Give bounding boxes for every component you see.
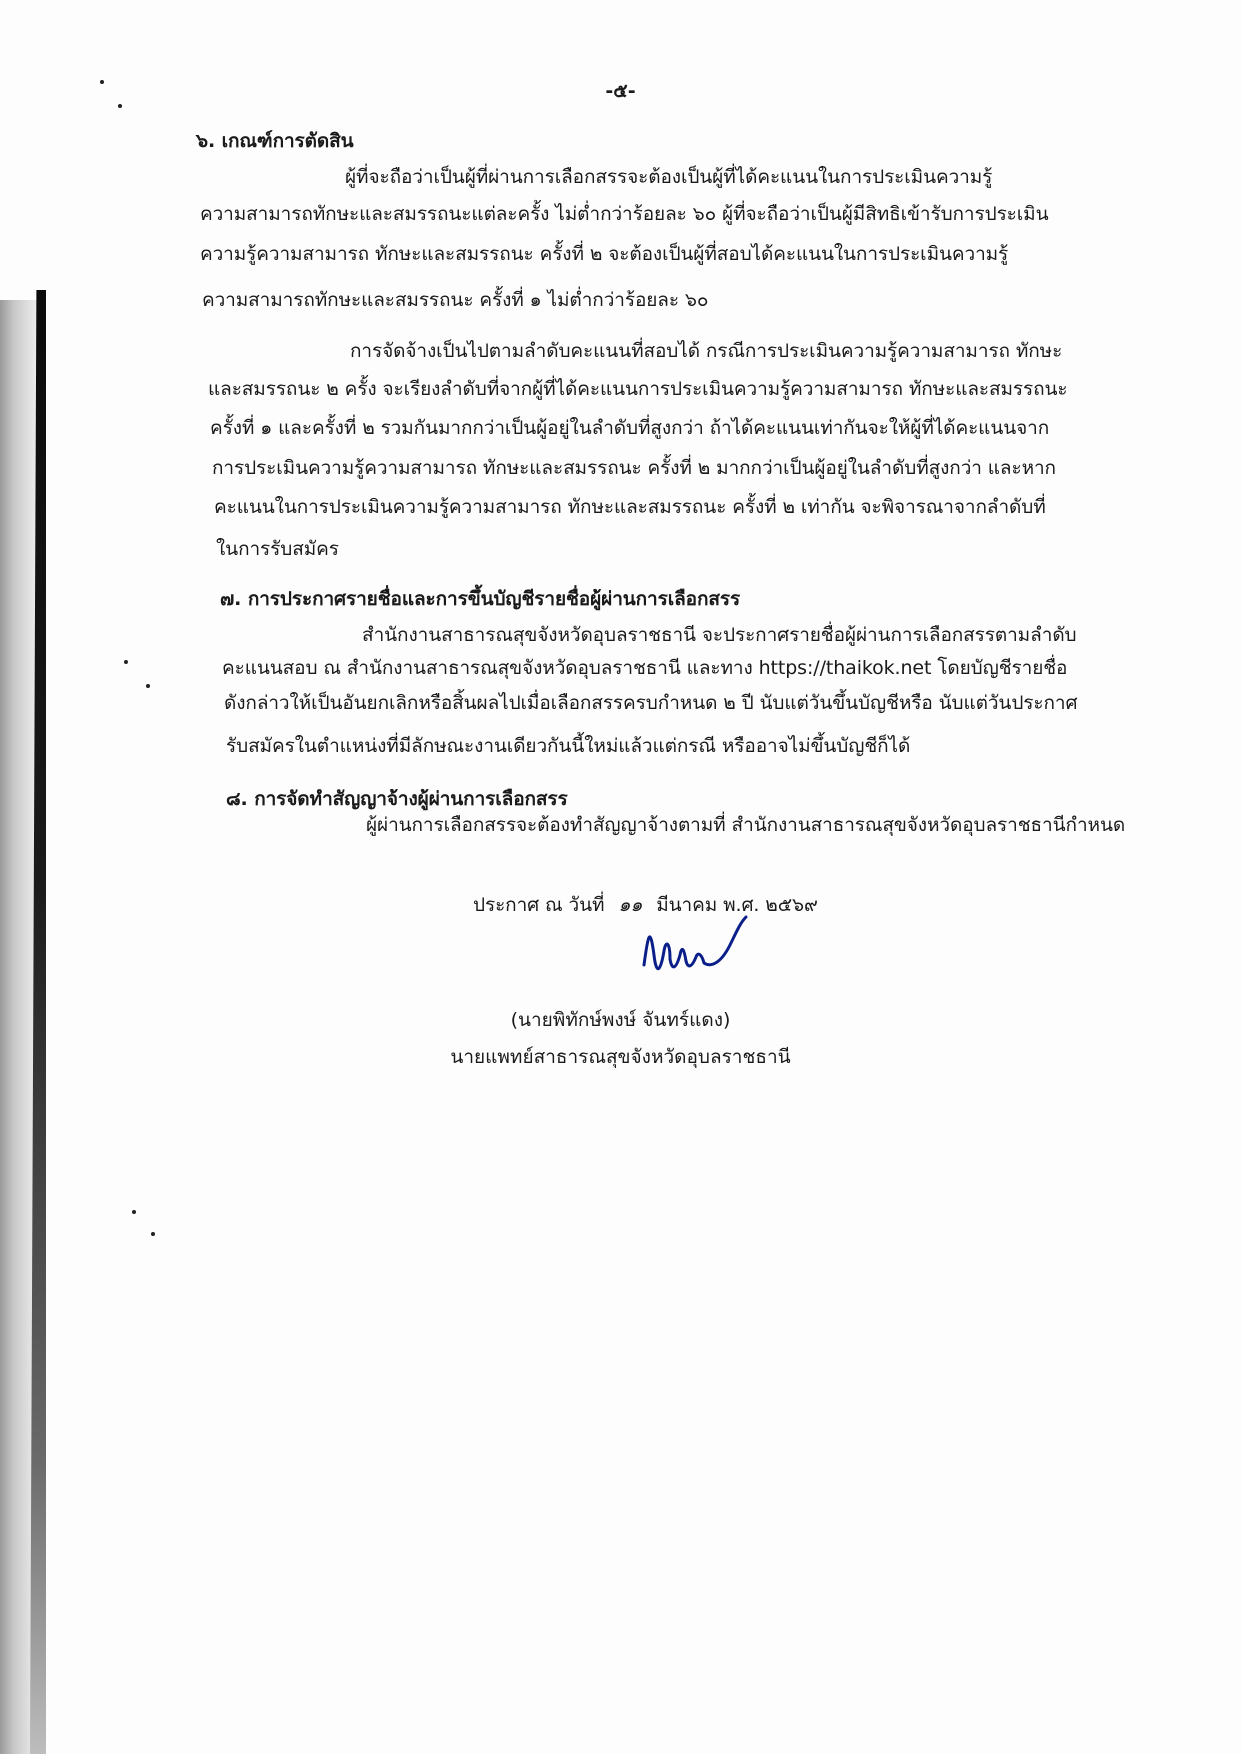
scan-speck <box>151 1232 155 1236</box>
section-6-p1-line-2: ความสามารถทักษะและสมรรถนะแต่ละครั้ง ไม่ต่ำกว่าร้อยละ ๖๐ ผู้ที่จะถือว่าเป็นผู้มีสิทธิเข้ารับการประเมิน <box>200 203 1049 225</box>
page-number: -๕- <box>605 80 636 102</box>
section-6-p2-line-2: และสมรรถนะ ๒ ครั้ง จะเรียงลำดับที่จากผู้ที่ได้คะแนนการประเมินความรู้ความสามารถ ทักษะและสมรรถนะ <box>208 378 1068 400</box>
section-7-p1-line-4: รับสมัครในตำแหน่งที่มีลักษณะงานเดียวกันนี้ใหม่แล้วแต่กรณี หรืออาจไม่ขึ้นบัญชีก็ได้ <box>226 735 911 757</box>
section-7-heading: ๗. การประกาศรายชื่อและการขึ้นบัญชีรายชื่อผู้ผ่านการเลือกสรร <box>220 588 741 610</box>
section-6-p1-line-3: ความรู้ความสามารถ ทักษะและสมรรถนะ ครั้งที่ ๒ จะต้องเป็นผู้ที่สอบได้คะแนนในการประเมินความรู้ <box>200 243 1009 265</box>
section-6-p1-line-4: ความสามารถทักษะและสมรรถนะ ครั้งที่ ๑ ไม่ต่ำกว่าร้อยละ ๖๐ <box>202 289 709 311</box>
signature-image <box>640 915 750 985</box>
section-8-p1-line-1: ผู้ผ่านการเลือกสรรจะต้องทำสัญญาจ้างตามที่ สำนักงานสาธารณสุขจังหวัดอุบลราชธานีกำหนด <box>366 814 1126 836</box>
section-6-heading: ๖. เกณฑ์การตัดสิน <box>196 130 354 152</box>
scan-speck <box>124 660 128 664</box>
section-7-p1-line-3: ดังกล่าวให้เป็นอันยกเลิกหรือสิ้นผลไปเมื่อเลือกสรรครบกำหนด ๒ ปี นับแต่วันขึ้นบัญชีหรือ นับแต่วันประกาศ <box>224 692 1078 714</box>
section-8-heading: ๘. การจัดทำสัญญาจ้างผู้ผ่านการเลือกสรร <box>226 788 568 810</box>
signer-title: นายแพทย์สาธารณสุขจังหวัดอุบลราชธานี <box>450 1046 791 1068</box>
section-6-p2-line-5: คะแนนในการประเมินความรู้ความสามารถ ทักษะและสมรรถนะ ครั้งที่ ๒ เท่ากัน จะพิจารณาจากลำดับที่ <box>214 496 1046 518</box>
section-6-p2-line-6: ในการรับสมัคร <box>216 538 339 560</box>
section-6-p1-line-1: ผู้ที่จะถือว่าเป็นผู้ที่ผ่านการเลือกสรรจะต้องเป็นผู้ที่ได้คะแนนในการประเมินความรู้ <box>345 166 993 188</box>
section-6-p2-line-3: ครั้งที่ ๑ และครั้งที่ ๒ รวมกันมากกว่าเป็นผู้อยู่ในลำดับที่สูงกว่า ถ้าได้คะแนนเท่ากันจะให้ผู้ที่ได้คะแนนจาก <box>210 417 1050 439</box>
section-7-p1-line-1: สำนักงานสาธารณสุขจังหวัดอุบลราชธานี จะประกาศรายชื่อผู้ผ่านการเลือกสรรตามลำดับ <box>362 624 1077 646</box>
signer-name: (นายพิทักษ์พงษ์ จันทร์แดง) <box>510 1009 731 1031</box>
section-6-p2-line-1: การจัดจ้างเป็นไปตามลำดับคะแนนที่สอบได้ กรณีการประเมินความรู้ความสามารถ ทักษะ <box>350 340 1063 362</box>
date-prefix: ประกาศ ณ วันที่ <box>473 894 605 916</box>
section-7-p1-line-2: คะแนนสอบ ณ สำนักงานสาธารณสุขจังหวัดอุบลราชธานี และทาง https://thaikok.net โดยบัญชีรายชื่อ <box>222 657 1068 679</box>
scan-speck <box>132 1210 136 1214</box>
section-6-p2-line-4: การประเมินความรู้ความสามารถ ทักษะและสมรรถนะ ครั้งที่ ๒ มากกว่าเป็นผู้อยู่ในลำดับที่สูงกว่า และหาก <box>212 457 1056 479</box>
date-month-year: มีนาคม พ.ศ. ๒๕๖๙ <box>656 894 818 916</box>
date-day: ๑๑ <box>618 894 643 916</box>
scan-speck <box>146 684 150 688</box>
